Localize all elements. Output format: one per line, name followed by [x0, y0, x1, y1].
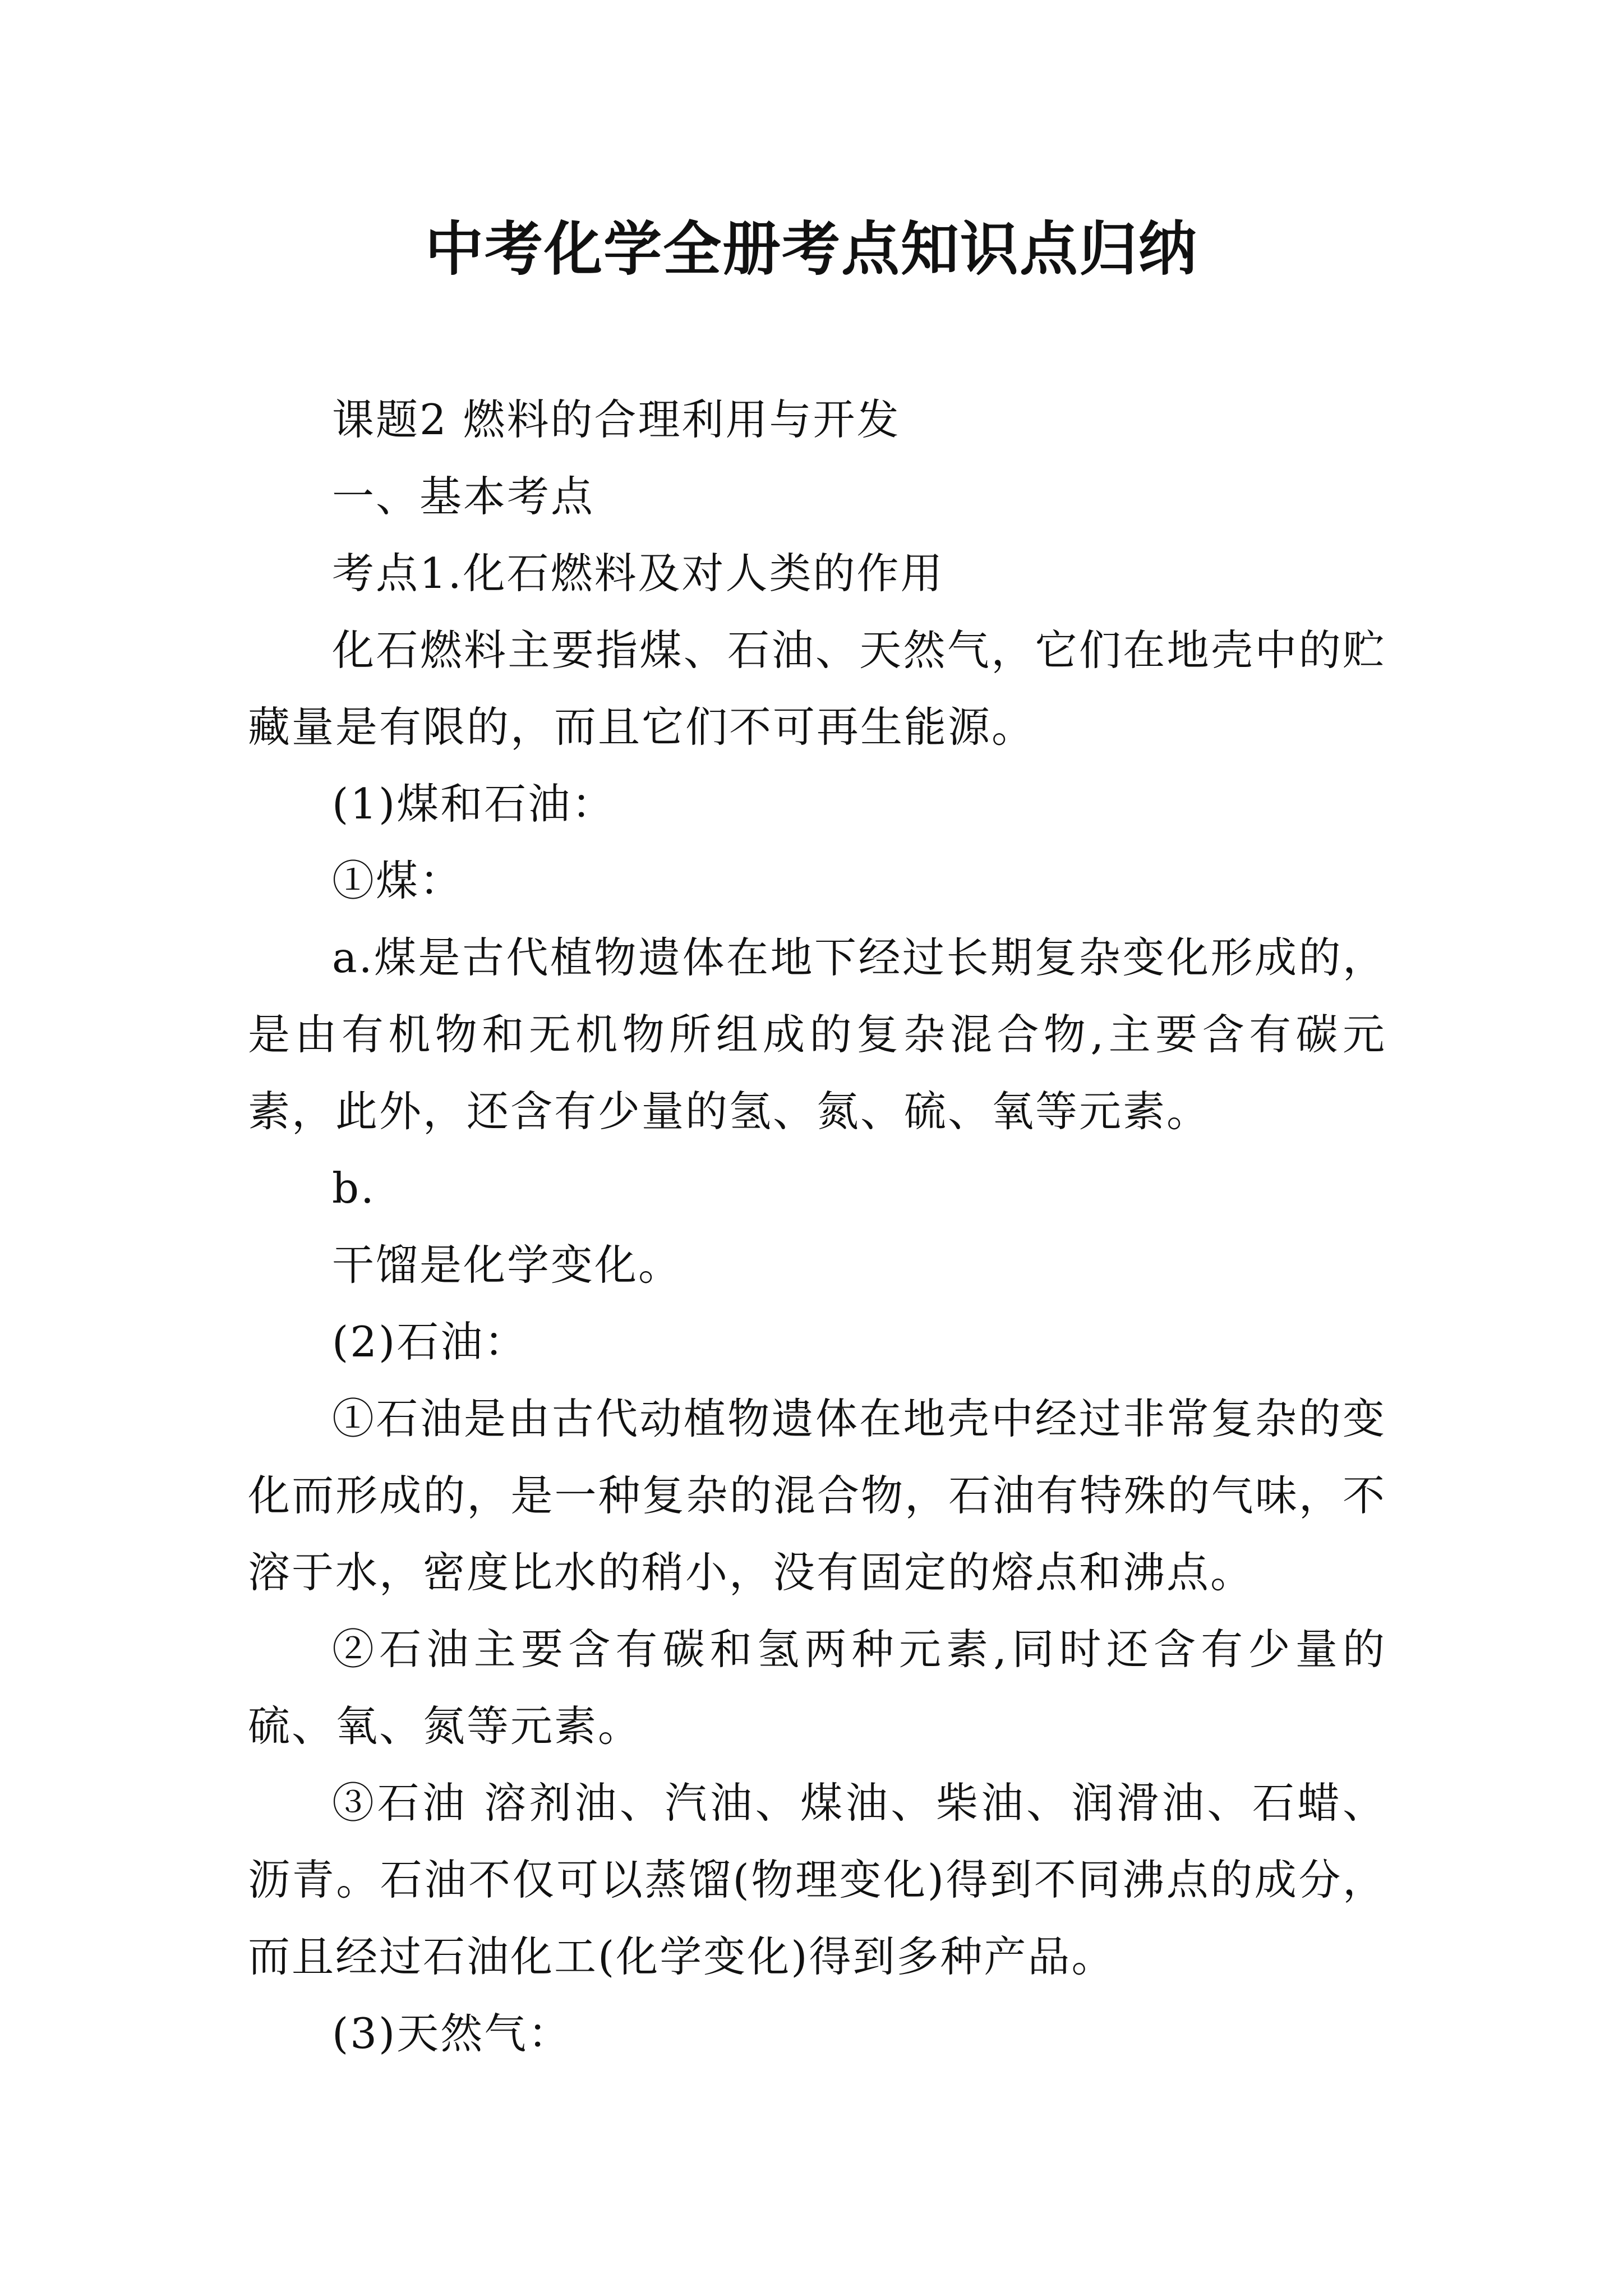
paragraph: ①石油是由古代动植物遗体在地壳中经过非常复杂的变化而形成的，是一种复杂的混合物，石油有特殊的气味，不溶于水，密度比水的稍小，没有固定的熔点和沸点。 [248, 1394, 1386, 1597]
subsection-heading: (3)天然气： [332, 2009, 572, 2058]
document-body [248, 381, 1386, 2072]
paragraph: ②石油主要含有碳和氢两种元素,同时还含有少量的硫、氧、氮等元素。 [248, 1625, 1386, 1751]
paragraph: 干馏是化学变化。 [332, 1240, 683, 1290]
paragraph: b. [332, 1163, 376, 1213]
paragraph: a.煤是古代植物遗体在地下经过长期复杂变化形成的，是由有机物和无机物所组成的复杂混合物,主要含有碳元素，此外，还含有少量的氢、氮、硫、氧等元素。 [248, 933, 1386, 1136]
subsection-heading: (1)煤和石油： [332, 779, 616, 829]
section-heading: 一、基本考点 [332, 472, 595, 521]
paragraph: ③石油 溶剂油、汽油、煤油、柴油、润滑油、石蜡、沥青。石油不仅可以蒸馏(物理变化)得到不同沸点的成分，而且经过石油化工(化学变化)得到多种产品。 [248, 1778, 1386, 1981]
list-item-heading: ①煤： [332, 856, 464, 905]
lesson-heading: 课题2 燃料的合理利用与开发 [332, 395, 901, 444]
key-point-heading: 考点1.化石燃料及对人类的作用 [332, 549, 944, 598]
document-title: 中考化学全册考点知识点归纳 [425, 215, 1198, 283]
paragraph: 化石燃料主要指煤、石油、天然气，它们在地壳中的贮藏量是有限的，而且它们不可再生能源。 [248, 625, 1386, 752]
subsection-heading: (2)石油： [332, 1317, 528, 1366]
